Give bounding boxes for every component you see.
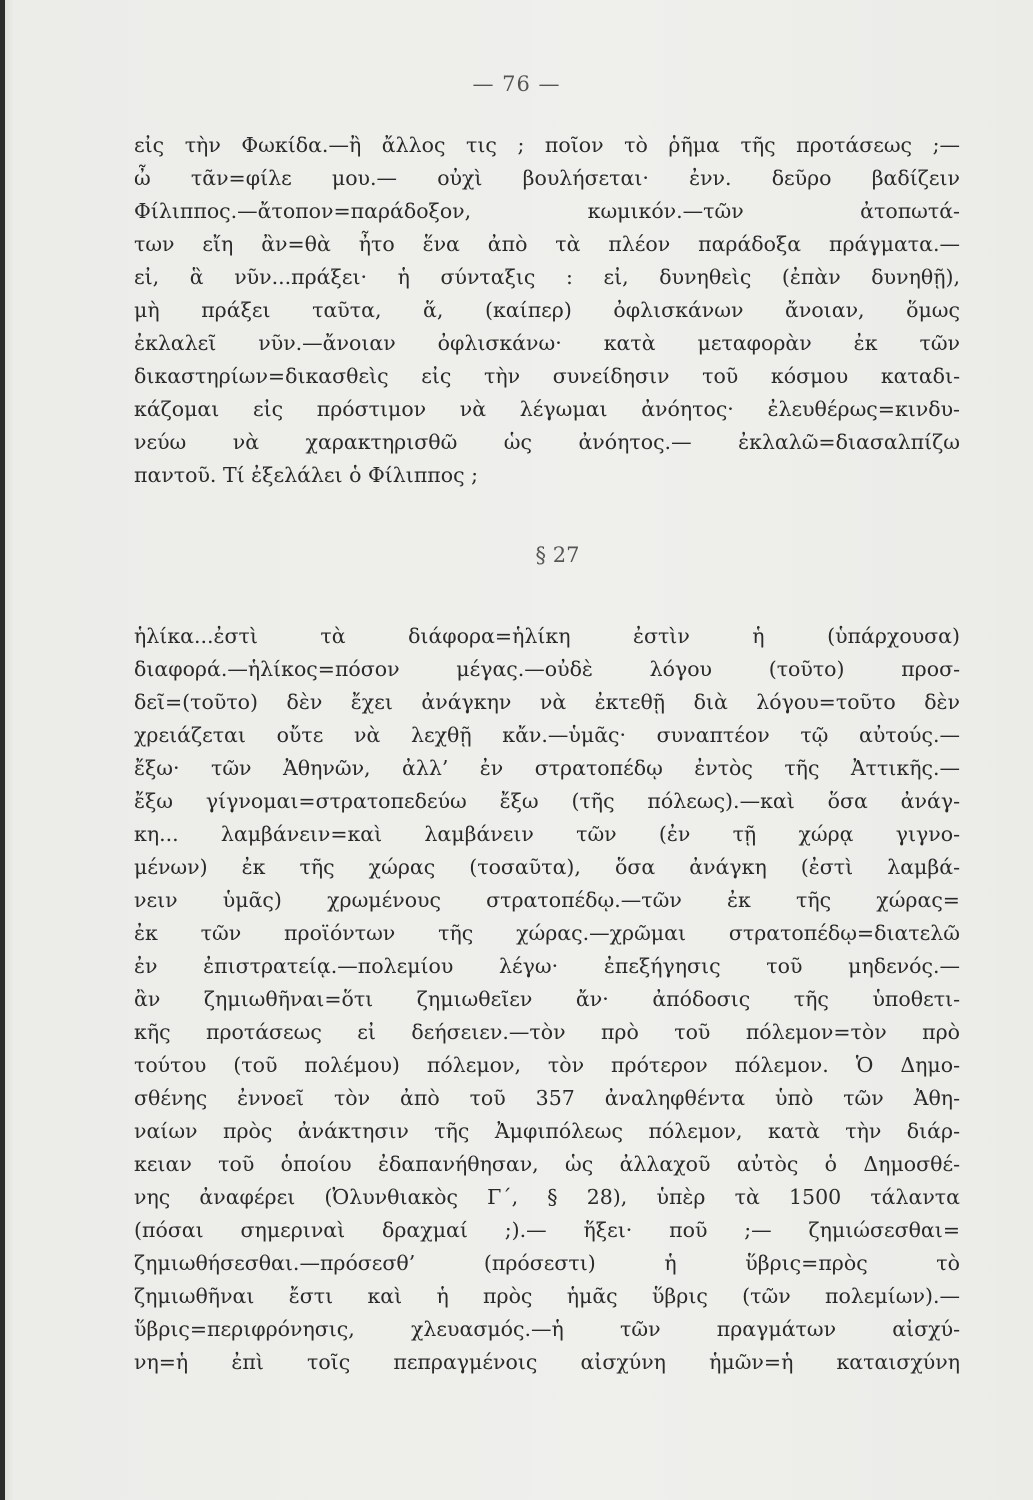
text-line: εἰ, ἃ νῦν...πράξει· ἡ σύνταξις : εἰ, δυνηθεὶς (ἐπὰν δυνηθῇ), — [134, 265, 960, 289]
text-line: ἡλίκα...ἐστὶ τὰ διάφορα=ἡλίκη ἐστὶν ἡ (ὑπάρχουσα) — [134, 624, 960, 648]
text-line: χρειάζεται οὔτε νὰ λεχθῇ κἄν.—ὑμᾶς· συναπτέον τῷ αὐτούς.— — [134, 723, 960, 747]
text-line: των εἴη ἂν=θὰ ἦτο ἕνα ἀπὸ τὰ πλέον παράδοξα πράγματα.— — [134, 232, 960, 256]
text-line: εἰς τὴν Φωκίδα.—ἢ ἄλλος τις ; ποῖον τὸ ῥῆμα τῆς προτάσεως ;— — [134, 133, 960, 157]
text-line: ἂν ζημιωθῆναι=ὅτι ζημιωθεῖεν ἄν· ἀπόδοσις τῆς ὑποθετι- — [134, 987, 960, 1011]
text-line: (πόσαι σημεριναὶ δραχμαί ;).— ἥξει· ποῦ ;— ζημιώσεσθαι= — [134, 1218, 960, 1242]
text-line: παντοῦ. Τί ἐξελάλει ὁ Φίλιππος ; — [134, 463, 479, 487]
text-line: νη=ἡ ἐπὶ τοῖς πεπραγμένοις αἰσχύνη ἡμῶν=ἡ καταισχύνη — [134, 1350, 960, 1374]
text-line: κειαν τοῦ ὁποίου ἐδαπανήθησαν, ὡς ἀλλαχοῦ αὐτὸς ὁ Δημοσθέ- — [134, 1152, 960, 1176]
text-line: μὴ πράξει ταῦτα, ἅ, (καίπερ) ὀφλισκάνων ἄνοιαν, ὅμως — [134, 298, 960, 322]
text-line: νης ἀναφέρει (Ὀλυνθιακὸς Γ΄, § 28), ὑπὲρ τὰ 1500 τάλαντα — [134, 1185, 960, 1209]
text-line: ζημιωθήσεσθαι.—πρόσεσθ’ (πρόσεστι) ἡ ὕβρις=πρὸς τὸ — [134, 1251, 960, 1275]
text-line: ἔξω γίγνομαι=στρατοπεδεύω ἔξω (τῆς πόλεως).—καὶ ὅσα ἀνάγ- — [134, 789, 960, 813]
text-line: κῆς προτάσεως εἰ δεήσειεν.—τὸν πρὸ τοῦ πόλεμον=τὸν πρὸ — [134, 1020, 960, 1044]
text-line: νειν ὑμᾶς) χρωμένους στρατοπέδῳ.—τῶν ἐκ τῆς χώρας= — [134, 888, 960, 912]
text-line: κη... λαμβάνειν=καὶ λαμβάνειν τῶν (ἐν τῇ χώρᾳ γιγνο- — [134, 822, 960, 846]
text-line: σθένης ἐννοεῖ τὸν ἀπὸ τοῦ 357 ἀναληφθέντα ὑπὸ τῶν Ἀθη- — [134, 1086, 960, 1110]
text-line: ἐκλαλεῖ νῦν.—ἄνοιαν ὀφλισκάνω· κατὰ μεταφορὰν ἐκ τῶν — [134, 331, 960, 355]
text-line: διαφορά.—ἡλίκος=πόσον μέγας.—οὐδὲ λόγου (τοῦτο) προσ- — [134, 657, 960, 681]
text-line: ναίων πρὸς ἀνάκτησιν τῆς Ἀμφιπόλεως πόλεμον, κατὰ τὴν διάρ- — [134, 1119, 960, 1143]
text-line: Φίλιππος.—ἄτοπον=παράδοξον, κωμικόν.—τῶν ἀτοπωτά- — [134, 199, 960, 223]
text-line: δικαστηρίων=δικασθεὶς εἰς τὴν συνείδησιν τοῦ κόσμου καταδι- — [134, 364, 960, 388]
text-line: ὦ τᾶν=φίλε μου.— οὐχὶ βουλήσεται· ἐνν. δεῦρο βαδίζειν — [134, 166, 960, 190]
text-line: ἐκ τῶν προϊόντων τῆς χώρας.—χρῶμαι στρατοπέδῳ=διατελῶ — [134, 921, 960, 945]
text-line: ζημιωθῆναι ἔστι καὶ ἡ πρὸς ἡμᾶς ὕβρις (τῶν πολεμίων).— — [134, 1284, 960, 1308]
text-line: ἐν ἐπιστρατείᾳ.—πολεμίου λέγω· ἐπεξήγησις τοῦ μηδενός.— — [134, 954, 960, 978]
page-number: — 76 — — [472, 72, 561, 96]
text-line: μένων) ἐκ τῆς χώρας (τοσαῦτα), ὅσα ἀνάγκη (ἐστὶ λαμβά- — [134, 855, 960, 879]
text-line: νεύω νὰ χαρακτηρισθῶ ὡς ἀνόητος.— ἐκλαλῶ=διασαλπίζω — [134, 430, 960, 454]
text-line: τούτου (τοῦ πολέμου) πόλεμον, τὸν πρότερον πόλεμον. Ὁ Δημο- — [134, 1053, 960, 1077]
text-line: δεῖ=(τοῦτο) δὲν ἔχει ἀνάγκην νὰ ἐκτεθῇ διὰ λόγου=τοῦτο δὲν — [134, 690, 960, 714]
page-edge-shadow — [0, 0, 5, 1500]
text-line: κάζομαι εἰς πρόστιμον νὰ λέγωμαι ἀνόητος· ἐλευθέρως=κινδυ- — [134, 397, 960, 421]
text-line: ἔξω· τῶν Ἀθηνῶν, ἀλλ’ ἐν στρατοπέδῳ ἐντὸς τῆς Ἀττικῆς.— — [134, 756, 960, 780]
text-line: ὕβρις=περιφρόνησις, χλευασμός.—ἡ τῶν πραγμάτων αἰσχύ- — [134, 1317, 960, 1341]
section-heading: § 27 — [535, 543, 580, 567]
